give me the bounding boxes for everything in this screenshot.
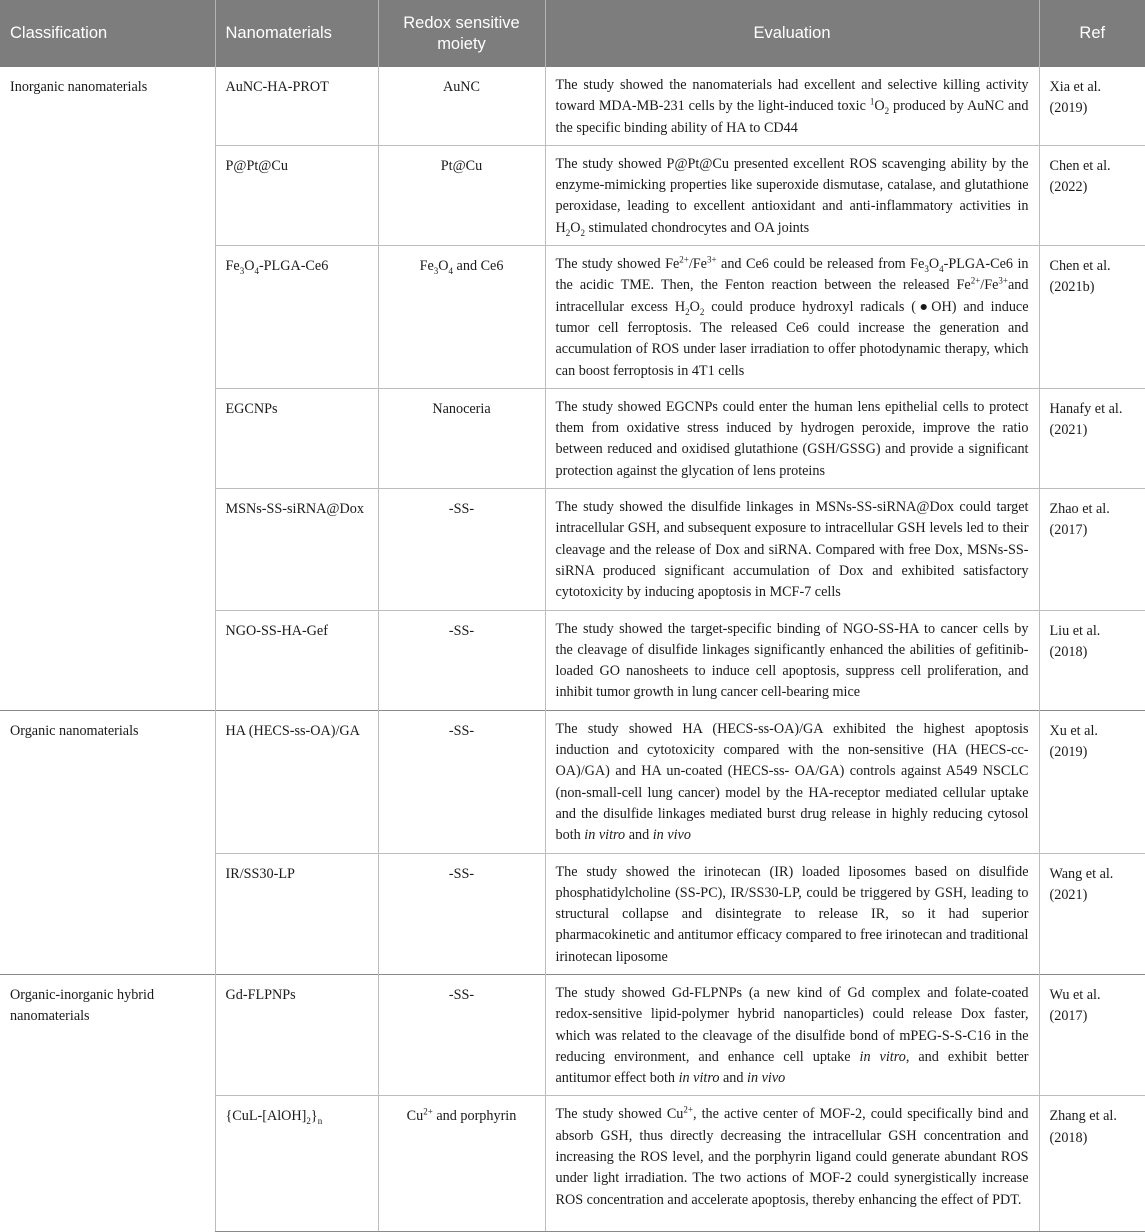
ref-cell: Zhao et al. (2017) xyxy=(1039,489,1145,610)
moiety-cell: -SS- xyxy=(378,710,545,853)
group-organic: Organic nanomaterials xyxy=(0,710,215,974)
evaluation-cell: The study showed P@Pt@Cu presented excellent ROS scavenging ability by the enzyme-mimicking properties like superoxide dismutase, catalase, and glutathione peroxidase, leading to excellent antioxidant and anti-inflammatory activities in $H_2O_2$ stimulated chondrocytes and OA joints xyxy=(545,145,1039,245)
ref-cell: Xia et al. (2019) xyxy=(1039,67,1145,145)
evaluation-cell: The study showed the nanomaterials had excellent and selective killing activity toward MDA-MB-231 cells by the light-induced toxic $^1O_2$ produced by AuNC and the specific binding ability of HA to CD44 xyxy=(545,67,1039,145)
ref-cell: Wang et al. (2021) xyxy=(1039,853,1145,974)
moiety-cell: Pt@Cu xyxy=(378,145,545,245)
ref-cell: Chen et al. (2022) xyxy=(1039,145,1145,245)
nanomaterial-cell: MSNs-SS-siRNA@Dox xyxy=(215,489,378,610)
nanomaterial-cell: Gd-FLPNPs xyxy=(215,974,378,1095)
nanomaterial-cell: $Fe_3O_4-PLGA-Ce6$ xyxy=(215,246,378,389)
header-ref: Ref xyxy=(1039,0,1145,67)
moiety-cell: AuNC xyxy=(378,67,545,145)
header-row xyxy=(0,0,1145,67)
nanomaterial-cell: EGCNPs xyxy=(215,388,378,488)
table-row xyxy=(0,974,1145,1095)
moiety-cell: $Fe_3O_4$ and Ce6 xyxy=(378,246,545,389)
moiety-cell: -SS- xyxy=(378,974,545,1095)
header-moiety: Redox sensitive moiety xyxy=(378,0,545,67)
ref-cell: Liu et al. (2018) xyxy=(1039,610,1145,710)
evaluation-cell: The study showed $Fe^{2+}/Fe^{3+}$ and Ce6 could be released from $Fe_3O_4-PLGA-Ce6$ in the acidic TME. Then, the Fenton reaction between the released $Fe^{2+}/Fe^{3+}and$ intracellular excess $H_2O_2$ could produce hydroxyl radicals (●OH) and induce tumor cell ferroptosis. The released Ce6 could increase the generation and accumulation of ROS under laser irradiation to offer photodynamic therapy, which can boost ferroptosis in 4T1 cells xyxy=(545,246,1039,389)
nanomaterial-cell: NGO-SS-HA-Gef xyxy=(215,610,378,710)
evaluation-cell: The study showed Gd-FLPNPs (a new kind of Gd complex and folate-coated redox-sensitive lipid-polymer hybrid nanoparticles) could release Dox faster, which was related to the cleavage of the disulfide bond of mPEG-S-S-C16 in the reducing environment, and enhance cell uptake in vitro, and exhibit better antitumor effect both in vitro and in vivo xyxy=(545,974,1039,1095)
header-nanomaterials: Nanomaterials xyxy=(215,0,378,67)
evaluation-cell: The study showed EGCNPs could enter the human lens epithelial cells to protect them from oxidative stress induced by hydrogen peroxide, improve the ratio between reduced and oxidised glutathione (GSH/GSSG) and provide a significant protection against the glycation of lens proteins xyxy=(545,388,1039,488)
ref-cell: Hanafy et al. (2021) xyxy=(1039,388,1145,488)
nanomaterial-cell: AuNC-HA-PROT xyxy=(215,67,378,145)
nanomaterial-cell: HA (HECS-ss-OA)/GA xyxy=(215,710,378,853)
header-evaluation: Evaluation xyxy=(545,0,1039,67)
table-row xyxy=(0,710,1145,853)
ref-cell: Wu et al. (2017) xyxy=(1039,974,1145,1095)
nanomaterial-cell: $\{CuL-[AlOH]_2\}_n$ xyxy=(215,1096,378,1232)
nanomaterial-cell: IR/SS30-LP xyxy=(215,853,378,974)
moiety-cell: Nanoceria xyxy=(378,388,545,488)
moiety-cell: -SS- xyxy=(378,853,545,974)
moiety-cell: -SS- xyxy=(378,610,545,710)
moiety-cell: -SS- xyxy=(378,489,545,610)
header-classification: Classification xyxy=(0,0,215,67)
group-inorganic: Inorganic nanomaterials xyxy=(10,79,148,95)
evaluation-cell: The study showed HA (HECS-ss-OA)/GA exhibited the highest apoptosis induction and cytotoxicity compared with the non-sensitive (HA (HECS-cc-OA)/GA) and HA un-coated (HECS-ss- OA/GA) controls against A549 NSCLC (non-small-cell lung cancer) model by the HA-receptor mediated cellular uptake and the disulfide linkages mediated burst drug release in highly reducing cytosol both in vitro and in vivo xyxy=(545,710,1039,853)
ref-cell: Xu et al. (2019) xyxy=(1039,710,1145,853)
nanomaterial-cell: P@Pt@Cu xyxy=(215,145,378,245)
evaluation-cell: The study showed $Cu^{2+}$, the active center of MOF-2, could specifically bind and absorb GSH, thus directly decreasing the intracellular GSH concentration and increasing the ROS level, and the porphyrin ligand could generate abundant ROS under light irradiation. The two actions of MOF-2 could synergistically increase ROS concentration and accelerate apoptosis, thereby enhancing the effect of PDT. xyxy=(545,1096,1039,1232)
evaluation-cell: The study showed the target-specific binding of NGO-SS-HA to cancer cells by the cleavage of disulfide linkages significantly enhanced the abilities of gefitinib-loaded GO nanosheets to induce cell apoptosis, suppress cell proliferation, and inhibit tumor growth in lung cancer cell-bearing mice xyxy=(545,610,1039,710)
table-row xyxy=(0,67,1145,145)
ref-cell: Chen et al. (2021b) xyxy=(1039,246,1145,389)
evaluation-cell: The study showed the irinotecan (IR) loaded liposomes based on disulfide phosphatidylcholine (SS-PC), IR/SS30-LP, could be triggered by GSH, leading to structural collapse and disintegrate to release IR, so it had superior pharmacokinetic and antitumor efficacy compared to free irinotecan and traditional irinotecan liposome xyxy=(545,853,1039,974)
evaluation-cell: The study showed the disulfide linkages in MSNs-SS-siRNA@Dox could target intracellular GSH, and subsequent exposure to intracellular GSH levels led to their cleavage and the release of Dox and siRNA. Compared with free Dox, MSNs-SS-siRNA produced significant accumulation of Dox and exhibited satisfactory cytotoxicity by inducing apoptosis in MCF-7 cells xyxy=(545,489,1039,610)
moiety-cell: $Cu^{2+}$ and porphyrin xyxy=(378,1096,545,1232)
group-hybrid: Organic-inorganic hybrid nanomaterials xyxy=(0,974,215,1231)
ref-cell: Zhang et al. (2018) xyxy=(1039,1096,1145,1232)
